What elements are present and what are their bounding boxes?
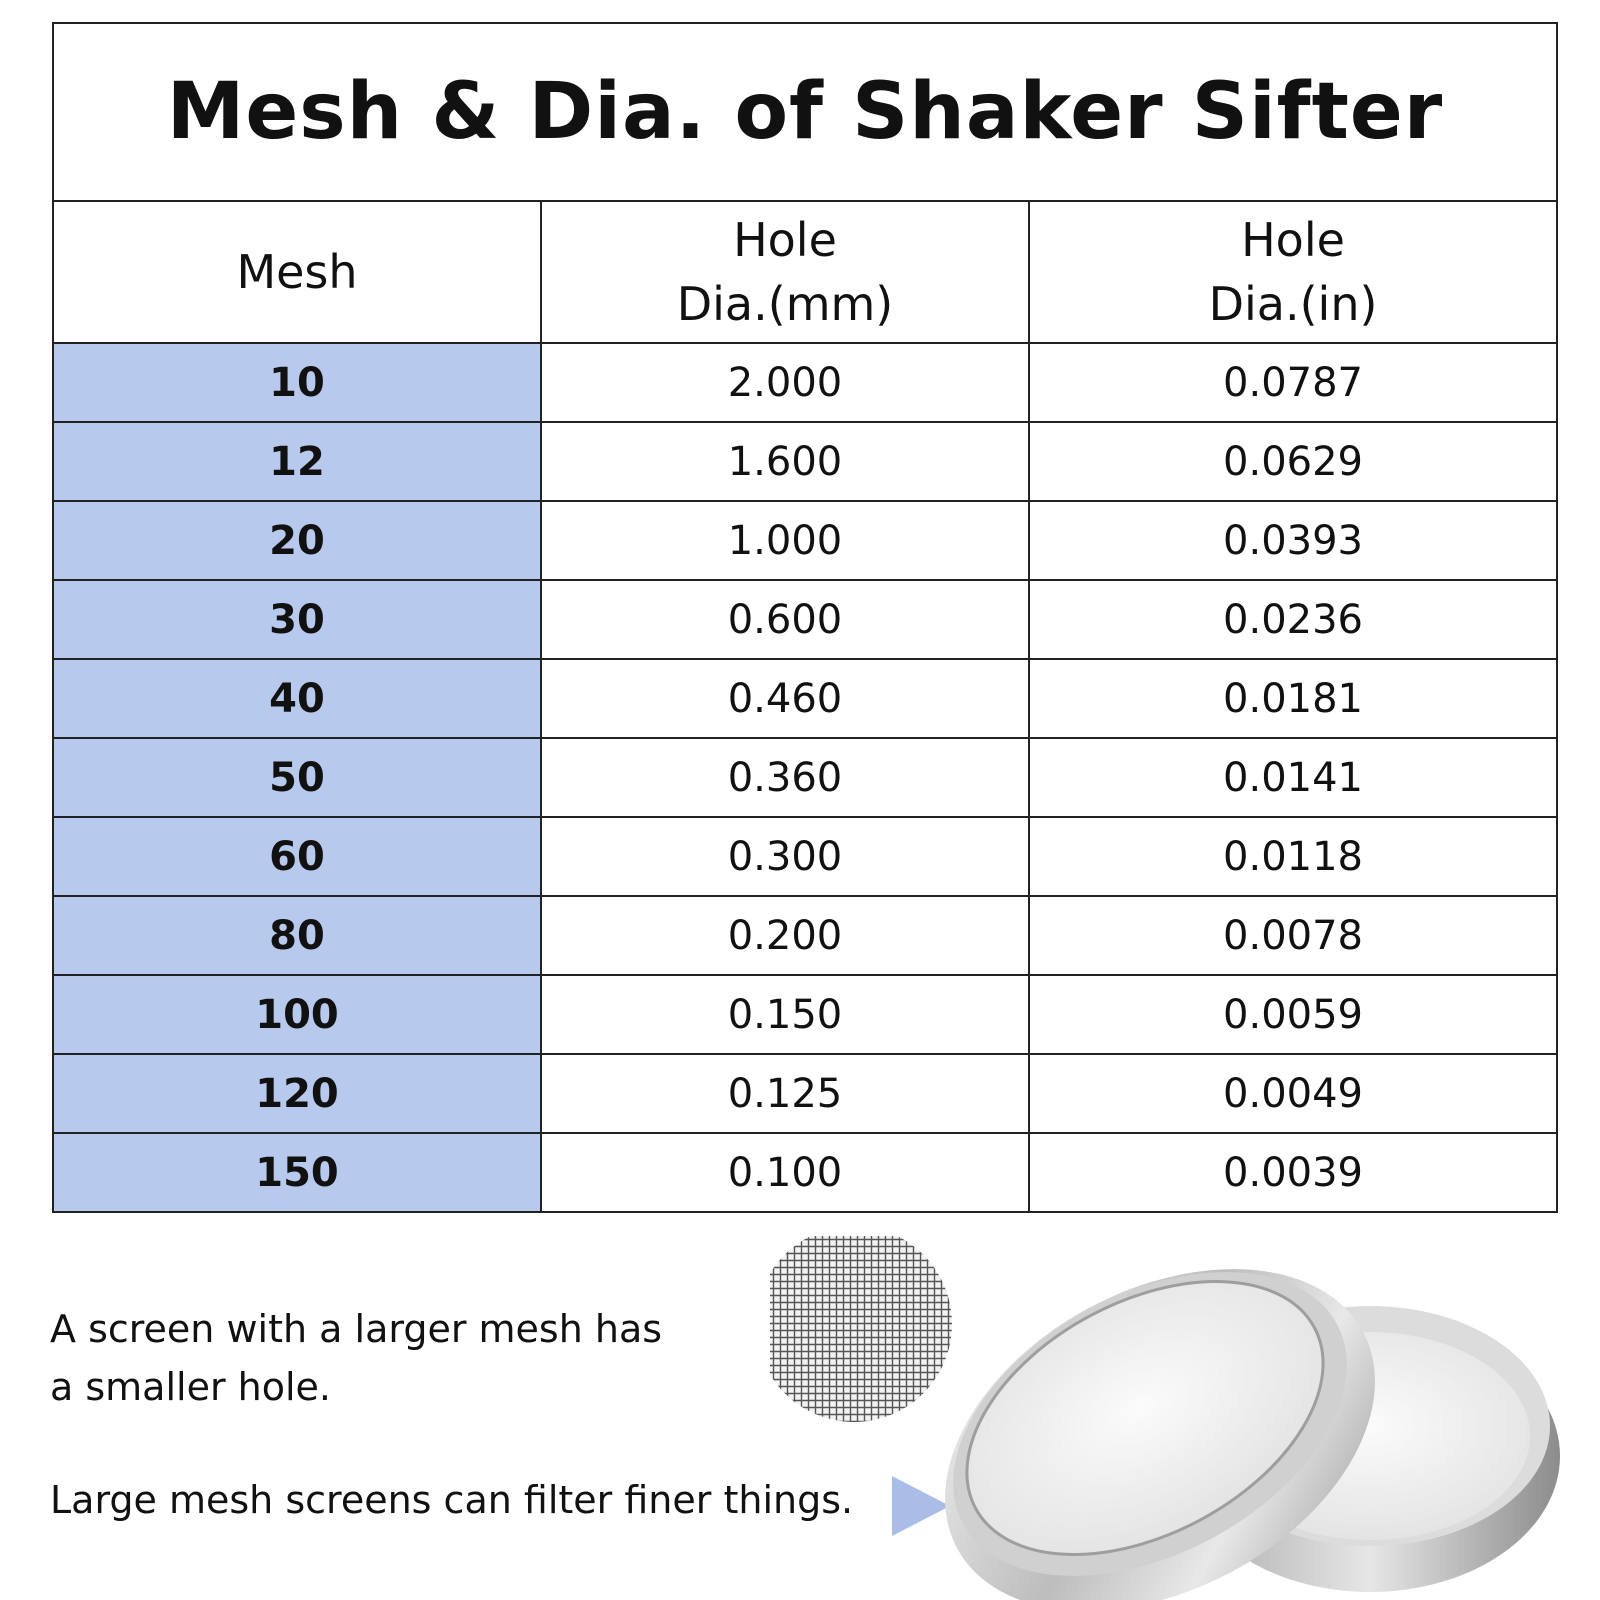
hole-dia-in-value: 0.0059 — [1029, 975, 1557, 1054]
hole-dia-mm-value: 0.150 — [541, 975, 1029, 1054]
hole-dia-in-value: 0.0118 — [1029, 817, 1557, 896]
hole-dia-in-value: 0.0078 — [1029, 896, 1557, 975]
mesh-table — [52, 22, 1558, 1213]
mesh-table-container — [52, 22, 1556, 1213]
table-row — [53, 580, 1557, 659]
hole-dia-mm-value: 0.600 — [541, 580, 1029, 659]
table-row — [53, 501, 1557, 580]
table-title: Mesh & Dia. of Shaker Sifter — [53, 23, 1557, 201]
table-row — [53, 817, 1557, 896]
header-hole-dia-in — [1029, 201, 1557, 343]
hole-dia-in-value: 0.0039 — [1029, 1133, 1557, 1212]
table-row — [53, 975, 1557, 1054]
note-mesh-hole — [50, 1300, 770, 1416]
note-line-2: a smaller hole. — [50, 1365, 332, 1409]
hole-dia-mm-value: 0.360 — [541, 738, 1029, 817]
hole-dia-mm-value: 2.000 — [541, 343, 1029, 422]
table-row — [53, 659, 1557, 738]
header-mesh-label: Mesh — [236, 245, 358, 299]
hole-dia-mm-value: 1.000 — [541, 501, 1029, 580]
mesh-value: 50 — [53, 738, 541, 817]
mesh-value: 80 — [53, 896, 541, 975]
header-in-line1: Hole — [1241, 213, 1345, 267]
header-in-line2: Dia.(in) — [1208, 277, 1378, 331]
sieve-illustration — [770, 1236, 1570, 1600]
sieve-icon — [887, 1236, 1560, 1600]
note-line-1: A screen with a larger mesh has — [50, 1307, 663, 1351]
hole-dia-in-value: 0.0236 — [1029, 580, 1557, 659]
mesh-value: 20 — [53, 501, 541, 580]
table-row — [53, 896, 1557, 975]
hole-dia-mm-value: 0.125 — [541, 1054, 1029, 1133]
mesh-value: 60 — [53, 817, 541, 896]
mesh-value: 12 — [53, 422, 541, 501]
hole-dia-in-value: 0.0049 — [1029, 1054, 1557, 1133]
hole-dia-mm-value: 0.460 — [541, 659, 1029, 738]
header-mm-line1: Hole — [733, 213, 837, 267]
table-row — [53, 738, 1557, 817]
table-row — [53, 343, 1557, 422]
table-row — [53, 1133, 1557, 1212]
mesh-value: 30 — [53, 580, 541, 659]
hole-dia-mm-value: 0.200 — [541, 896, 1029, 975]
hole-dia-mm-value: 0.100 — [541, 1133, 1029, 1212]
mesh-value: 100 — [53, 975, 541, 1054]
hole-dia-mm-value: 1.600 — [541, 422, 1029, 501]
mesh-closeup-icon — [770, 1236, 952, 1422]
hole-dia-in-value: 0.0393 — [1029, 501, 1557, 580]
mesh-value: 40 — [53, 659, 541, 738]
hole-dia-in-value: 0.0181 — [1029, 659, 1557, 738]
hole-dia-in-value: 0.0787 — [1029, 343, 1557, 422]
table-row — [53, 1054, 1557, 1133]
hole-dia-in-value: 0.0141 — [1029, 738, 1557, 817]
note-filter: Large mesh screens can filter finer things. — [50, 1478, 854, 1522]
hole-dia-mm-value: 0.300 — [541, 817, 1029, 896]
table-row — [53, 422, 1557, 501]
mesh-value: 150 — [53, 1133, 541, 1212]
header-mm-line2: Dia.(mm) — [676, 277, 894, 331]
header-mesh — [53, 201, 541, 343]
mesh-value: 120 — [53, 1054, 541, 1133]
header-hole-dia-mm — [541, 201, 1029, 343]
mesh-value: 10 — [53, 343, 541, 422]
hole-dia-in-value: 0.0629 — [1029, 422, 1557, 501]
